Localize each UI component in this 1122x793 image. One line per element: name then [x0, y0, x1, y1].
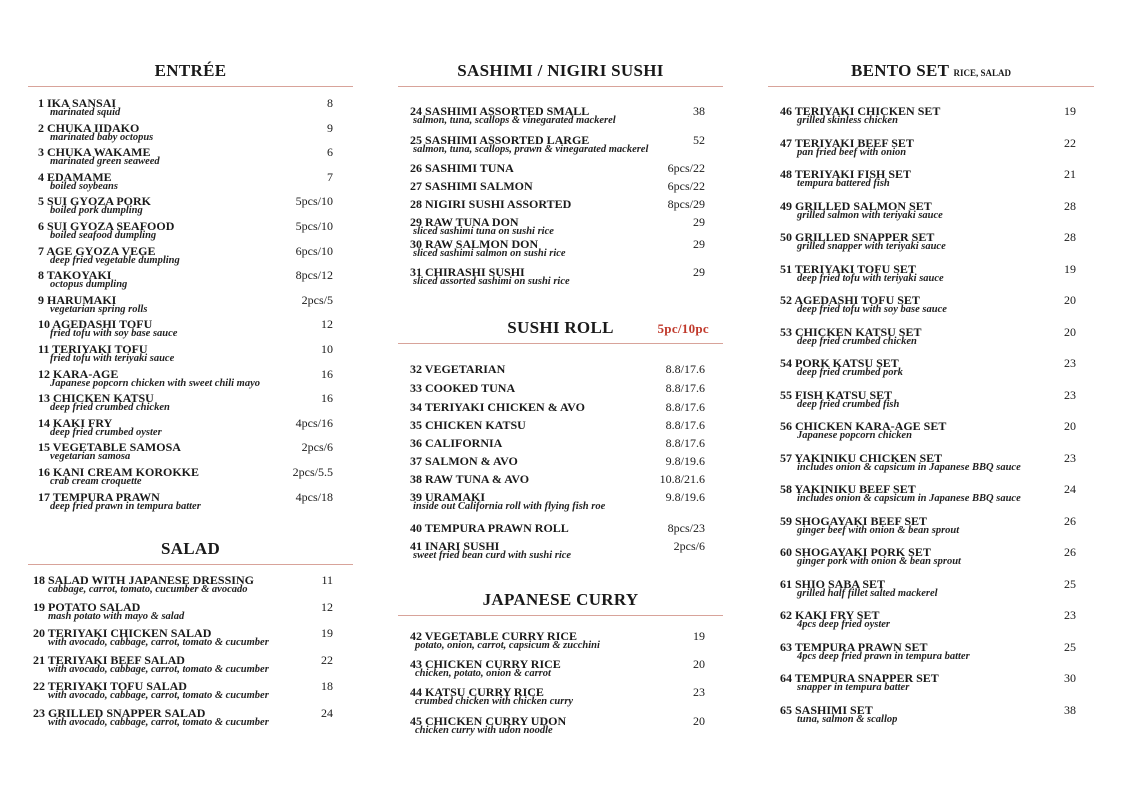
menu-item-name: 9 HARUMAKI: [38, 292, 117, 307]
menu-item-price: 2pcs/6: [673, 539, 705, 553]
menu-item-description: octopus dumpling: [50, 279, 128, 291]
menu-item-price: 20: [1064, 293, 1076, 307]
sushi-roll-title: SUSHI ROLL: [507, 318, 614, 337]
menu-item-description: chicken curry with udon noodle: [415, 724, 553, 736]
menu-item-description: chicken, potato, onion & carrot: [415, 668, 551, 680]
menu-item-price: 24: [1064, 482, 1076, 496]
menu-item-name: 58 YAKINIKU BEEF SET: [780, 482, 916, 496]
menu-item-price: 23: [1064, 387, 1076, 402]
menu-item-price: 19: [321, 626, 333, 640]
menu-item-description: Japanese popcorn chicken: [797, 430, 912, 441]
divider: [398, 615, 723, 616]
menu-item-price: 16: [321, 391, 333, 406]
menu-item-description: deep fried prawn in tempura batter: [50, 500, 201, 512]
menu-item-description: deep fried crumbed oyster: [50, 426, 162, 438]
menu-item-description: deep fried crumbed fish: [797, 398, 900, 410]
divider: [768, 86, 1094, 87]
sushi-roll-note: 5pc/10pc: [657, 321, 709, 336]
menu-item-description: salmon, tuna, scallops & vinegarated mackerel: [413, 115, 616, 126]
menu-item-name: 24 SASHIMI ASSORTED SMALL: [410, 104, 590, 118]
section-title-bento: [768, 61, 1094, 81]
menu-item-description: tempura battered fish: [797, 178, 890, 189]
bento-subtitle: RICE, SALAD: [953, 68, 1012, 78]
menu-item-name: 28 NIGIRI SUSHI ASSORTED: [410, 197, 572, 211]
menu-item-name: 18 SALAD WITH JAPANESE DRESSING: [33, 573, 254, 587]
menu-item-price: 2pcs/5: [301, 292, 333, 307]
menu-item-price: 8pcs/12: [295, 268, 333, 283]
menu-item-price: 8.8/17.6: [665, 418, 705, 432]
menu-item-price: 24: [321, 705, 333, 720]
menu-item-name: 51 TERIYAKI TOFU SET: [780, 261, 916, 276]
menu-item-description: deep fried crumbed chicken: [797, 335, 917, 347]
menu-item-name: 14 KAKI FRY: [38, 415, 113, 430]
menu-item-price: 10: [321, 342, 333, 356]
column-middle: [398, 0, 723, 793]
menu-item-name: 63 TEMPURA PRAWN SET: [780, 639, 928, 654]
menu-item-price: 2pcs/6: [301, 440, 333, 455]
menu-item-name: 31 CHIRASHI SUSHI: [410, 265, 525, 279]
menu-item-price: 9: [327, 120, 333, 135]
menu-item-description: includes onion & capsicum in Japanese BBQ sauce: [797, 461, 1021, 473]
menu-item-price: 26: [1064, 513, 1076, 528]
section-title-entree: ENTRÉE: [154, 61, 227, 80]
menu-item-description: grilled snapper with teriyaki sauce: [797, 241, 946, 252]
menu-item-name: 2 CHUKA IIDAKO: [38, 120, 140, 135]
menu-item-name: 8 TAKOYAKI: [38, 268, 112, 283]
menu-item-price: 25: [1064, 576, 1076, 591]
menu-item-price: 19: [1064, 104, 1076, 118]
section-title-sashimi: SASHIMI / NIGIRI SUSHI: [457, 61, 664, 80]
menu-item-price: 30: [1064, 671, 1076, 685]
menu-item-description: deep fried tofu with teriyaki sauce: [797, 272, 944, 284]
menu-item-description: inside out California roll with flying fish roe: [413, 501, 606, 512]
menu-item-description: fried tofu with soy base sauce: [50, 328, 178, 340]
menu-item-price: 8.8/17.6: [665, 400, 705, 414]
divider: [398, 86, 723, 87]
menu-item-name: 61 SHIO SABA SET: [780, 576, 886, 591]
menu-item-description: with avocado, cabbage, carrot, tomato & cucumber: [48, 690, 269, 701]
menu-item-name: 3 CHUKA WAKAME: [38, 145, 151, 160]
menu-item-price: 9.8/19.6: [665, 490, 705, 504]
menu-item-description: boiled seafood dumpling: [50, 230, 157, 241]
menu-item-name: 26 SASHIMI TUNA: [410, 161, 514, 175]
menu-item-description: sweet fried bean curd with sushi rice: [413, 550, 572, 561]
divider: [28, 564, 353, 565]
menu-item-name: 35 CHICKEN KATSU: [410, 418, 526, 432]
menu-item-name: 12 KARA-AGE: [38, 366, 119, 381]
menu-item-price: 5pcs/10: [295, 194, 333, 209]
menu-item-price: 6pcs/22: [667, 161, 705, 175]
menu-item-price: 8pcs/23: [667, 521, 705, 535]
menu-item-name: 11 TERIYAKI TOFU: [38, 342, 148, 356]
menu-item-price: 29: [693, 237, 705, 251]
menu-item-price: 23: [693, 685, 705, 700]
menu-item-price: 23: [1064, 608, 1076, 622]
menu-item-price: 23: [1064, 450, 1076, 465]
menu-item-price: 6pcs/10: [295, 243, 333, 258]
menu-item-name: 34 TERIYAKI CHICKEN & AVO: [410, 400, 585, 414]
menu-item-description: cabbage, carrot, tomato, cucumber & avocado: [48, 584, 248, 595]
menu-item-price: 6pcs/22: [667, 179, 705, 193]
menu-item-description: with avocado, cabbage, carrot, tomato & cucumber: [48, 716, 269, 728]
menu-item-name: 41 INARI SUSHI: [410, 539, 500, 553]
menu-item-price: 20: [1064, 419, 1076, 433]
menu-item-price: 12: [321, 317, 333, 332]
menu-item-name: 25 SASHIMI ASSORTED LARGE: [410, 133, 590, 147]
menu-item-description: marinated squid: [50, 107, 121, 118]
menu-item-price: 20: [693, 713, 705, 728]
menu-item-name: 36 CALIFORNIA: [410, 436, 503, 450]
menu-item-description: pan fried beef with onion: [797, 146, 907, 158]
section-title-sushi-roll: [398, 318, 723, 338]
menu-item-name: 65 SASHIMI SET: [780, 702, 873, 717]
menu-item-name: 56 CHICKEN KARA-AGE SET: [780, 419, 947, 433]
menu-item-price: 4pcs/16: [295, 415, 333, 430]
menu-item-description: deep fried tofu with soy base sauce: [797, 304, 947, 315]
menu-item-price: 38: [693, 104, 705, 118]
menu-item-name: 57 YAKINIKU CHICKEN SET: [780, 450, 943, 465]
menu-item-name: 50 GRILLED SNAPPER SET: [780, 230, 935, 244]
menu-item-description: boiled soybeans: [50, 180, 118, 192]
menu-item-price: 4pcs/18: [295, 489, 333, 504]
menu-item-description: ginger pork with onion & bean sprout: [797, 556, 961, 567]
menu-item-description: 4pcs deep fried oyster: [797, 619, 891, 630]
menu-item-price: 8: [327, 96, 333, 110]
menu-item-description: tuna, salmon & scallop: [797, 713, 898, 725]
menu-item-name: 40 TEMPURA PRAWN ROLL: [410, 521, 569, 535]
menu-item-name: 7 AGE GYOZA VEGE: [38, 243, 156, 258]
menu-item-name: 43 CHICKEN CURRY RICE: [410, 657, 561, 672]
menu-item-description: deep fried crumbed pork: [797, 367, 903, 378]
menu-item-description: marinated green seaweed: [50, 156, 160, 168]
menu-item-price: 52: [693, 133, 705, 147]
menu-item-price: 7: [327, 169, 333, 184]
menu-item-name: 44 KATSU CURRY RICE: [410, 685, 544, 700]
menu-item-description: vegetarian samosa: [50, 451, 131, 463]
menu-item-description: crumbed chicken with chicken curry: [415, 696, 574, 708]
section-title-salad: SALAD: [160, 539, 221, 558]
menu-item-name: 29 RAW TUNA DON: [410, 215, 519, 229]
menu-item-price: 25: [1064, 639, 1076, 654]
divider: [28, 86, 353, 87]
menu-item-name: 33 COOKED TUNA: [410, 381, 516, 395]
menu-item-price: 5pcs/10: [295, 219, 333, 233]
section-title-curry: JAPANESE CURRY: [482, 590, 639, 609]
menu-item-description: grilled skinless chicken: [797, 115, 898, 126]
menu-item-description: crab cream croquette: [50, 476, 142, 487]
menu-item-description: boiled pork dumpling: [50, 205, 143, 217]
menu-item-name: 13 CHICKEN KATSU: [38, 391, 154, 406]
menu-item-price: 28: [1064, 230, 1076, 244]
menu-item-price: 18: [321, 679, 333, 693]
menu-item-price: 22: [1064, 135, 1076, 150]
menu-item-description: 4pcs deep fried prawn in tempura batter: [797, 650, 970, 662]
menu-item-name: 37 SALMON & AVO: [410, 454, 518, 468]
menu-item-name: 53 CHICKEN KATSU SET: [780, 324, 922, 339]
menu-item-name: 4 EDAMAME: [38, 169, 112, 184]
menu-item-name: 1 IKA SANSAI: [38, 96, 117, 110]
menu-item-price: 19: [693, 629, 705, 643]
menu-item-description: sliced sashimi salmon on sushi rice: [413, 248, 566, 259]
menu-item-description: sliced sashimi tuna on sushi rice: [413, 226, 554, 237]
menu-item-name: 49 GRILLED SALMON SET: [780, 198, 932, 213]
menu-item-price: 12: [321, 599, 333, 614]
divider: [398, 343, 723, 344]
menu-item-name: 59 SHOGAYAKI BEEF SET: [780, 513, 928, 528]
menu-item-price: 20: [693, 657, 705, 672]
bento-title: BENTO SET: [850, 61, 949, 80]
menu-item-name: 38 RAW TUNA & AVO: [410, 472, 530, 486]
menu-item-name: 15 VEGETABLE SAMOSA: [38, 440, 181, 455]
menu-item-description: deep fried crumbed chicken: [50, 402, 170, 414]
menu-item-price: 28: [1064, 198, 1076, 213]
menu-item-name: 39 URAMAKI: [410, 490, 485, 504]
menu-item-description: with avocado, cabbage, carrot, tomato & cucumber: [48, 663, 269, 675]
menu-item-description: with avocado, cabbage, carrot, tomato & cucumber: [48, 637, 269, 648]
menu-item-name: 46 TERIYAKI CHICKEN SET: [780, 104, 941, 118]
menu-item-name: 30 RAW SALMON DON: [410, 237, 539, 251]
menu-item-name: 21 TERIYAKI BEEF SALAD: [33, 652, 185, 667]
menu-item-name: 16 KANI CREAM KOROKKE: [38, 465, 200, 479]
menu-item-price: 20: [1064, 324, 1076, 339]
menu-item-name: 64 TEMPURA SNAPPER SET: [780, 671, 939, 685]
menu-item-description: includes onion & capsicum in Japanese BBQ sauce: [797, 493, 1021, 504]
menu-item-name: 27 SASHIMI SALMON: [410, 179, 533, 193]
menu-item-name: 19 POTATO SALAD: [33, 599, 141, 614]
menu-item-price: 23: [1064, 356, 1076, 370]
menu-item-name: 47 TERIYAKI BEEF SET: [780, 135, 914, 150]
menu-item-description: grilled half fillet salted mackerel: [797, 587, 938, 599]
menu-item-name: 42 VEGETABLE CURRY RICE: [410, 629, 578, 643]
menu-item-description: mash potato with mayo & salad: [48, 610, 185, 622]
menu-item-price: 8.8/17.6: [665, 436, 705, 450]
menu-item-name: 45 CHICKEN CURRY UDON: [410, 713, 567, 728]
menu-item-price: 22: [321, 652, 333, 667]
menu-item-price: 8.8/17.6: [665, 362, 705, 376]
menu-item-name: 52 AGEDASHI TOFU SET: [780, 293, 920, 307]
column-left: [28, 0, 353, 793]
menu-item-name: 62 KAKI FRY SET: [780, 608, 880, 622]
menu-item-price: 9.8/19.6: [665, 454, 705, 468]
menu-item-name: 54 PORK KATSU SET: [780, 356, 899, 370]
menu-item-price: 11: [321, 573, 333, 587]
menu-item-name: 55 FISH KATSU SET: [780, 387, 893, 402]
menu-item-price: 29: [693, 215, 705, 229]
menu-item-name: 20 TERIYAKI CHICKEN SALAD: [33, 626, 212, 640]
menu-item-price: 10.8/21.6: [659, 472, 705, 486]
menu-item-name: 32 VEGETARIAN: [410, 362, 506, 376]
menu-item-price: 38: [1064, 702, 1076, 717]
menu-item-price: 16: [321, 366, 333, 381]
menu-item-name: 60 SHOGAYAKI PORK SET: [780, 545, 931, 559]
menu-item-description: fried tofu with teriyaki sauce: [50, 353, 175, 364]
menu-item-description: snapper in tempura batter: [797, 682, 910, 693]
menu-item-name: 17 TEMPURA PRAWN: [38, 489, 160, 504]
menu-item-description: grilled salmon with teriyaki sauce: [797, 209, 943, 221]
menu-item-name: 6 SUI GYOZA SEAFOOD: [38, 219, 175, 233]
menu-item-description: ginger beef with onion & bean sprout: [797, 524, 960, 536]
menu-item-price: 19: [1064, 261, 1076, 276]
menu-item-description: sliced assorted sashimi on sushi rice: [413, 276, 570, 287]
menu-item-description: deep fried vegetable dumpling: [50, 254, 180, 266]
menu-item-description: salmon, tuna, scallops, prawn & vinegarated mackerel: [413, 144, 649, 155]
menu-item-price: 8.8/17.6: [665, 381, 705, 395]
menu-item-name: 48 TERIYAKI FISH SET: [780, 167, 912, 181]
menu-item-description: marinated baby octopus: [50, 131, 154, 143]
menu-item-name: 23 GRILLED SNAPPER SALAD: [33, 705, 206, 720]
menu-item-price: 21: [1064, 167, 1076, 181]
menu-item-description: Japanese popcorn chicken with sweet chili mayo: [50, 377, 260, 389]
column-right: [768, 0, 1094, 793]
menu-item-description: potato, onion, carrot, capsicum & zucchini: [415, 640, 600, 651]
menu-item-price: 26: [1064, 545, 1076, 559]
menu-item-price: 29: [693, 265, 705, 279]
menu-item-name: 5 SUI GYOZA PORK: [38, 194, 152, 209]
menu-item-name: 22 TERIYAKI TOFU SALAD: [33, 679, 187, 693]
menu-item-description: vegetarian spring rolls: [50, 303, 148, 315]
menu-item-price: 6: [327, 145, 333, 160]
menu-item-price: 2pcs/5.5: [292, 465, 333, 479]
menu-item-name: 10 AGEDASHI TOFU: [38, 317, 153, 332]
menu-item-price: 8pcs/29: [667, 197, 705, 211]
